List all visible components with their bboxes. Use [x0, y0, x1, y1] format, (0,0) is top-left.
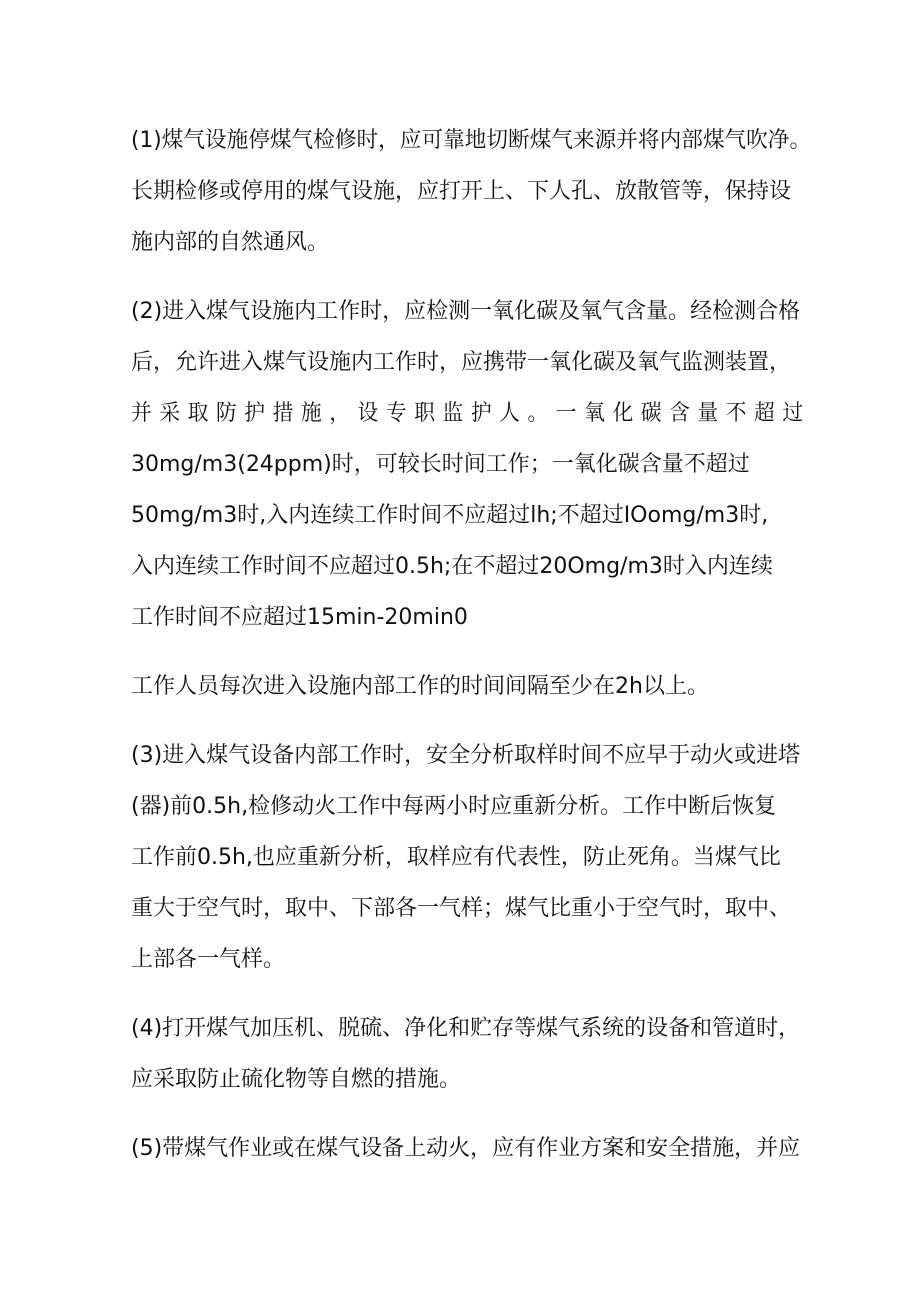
document-body: [131, 115, 811, 1192]
text-line: 上部各一气样。: [131, 947, 286, 972]
text-line: (3)进入煤气设备内部工作时，安全分析取样时间不应早于动火或进塔: [131, 743, 801, 768]
text-line: 入内连续工作时间不应超过0.5h;在不超过20Omg/m3时入内连续: [131, 554, 773, 579]
text-line: (4)打开煤气加压机、脱硫、净化和贮存等煤气系统的设备和管道时，: [131, 1016, 801, 1041]
text-line: (2)进入煤气设施内工作时，应检测一氧化碳及氧气含量。经检测合格: [131, 299, 801, 324]
text-line: 工作人员每次进入设施内部工作的时间间隔至少在2h以上。: [131, 674, 709, 699]
paragraph-2-note: [131, 661, 811, 712]
text-line: 重大于空气时，取中、下部各一气样；煤气比重小于空气时，取中、: [131, 896, 792, 921]
text-line: 工作前0.5h,也应重新分析，取样应有代表性，防止死角。当煤气比: [131, 845, 781, 870]
text-line: (5)带煤气作业或在煤气设备上动火，应有作业方案和安全措施，并应: [131, 1136, 801, 1161]
paragraph-5: [131, 1123, 811, 1174]
text-line: 50mg/m3时,入内连续工作时间不应超过lh;不超过IOomg/m3时,: [131, 503, 769, 528]
text-line: 应采取防止硫化物等自燃的措施。: [131, 1067, 462, 1092]
text-line: 后，允许进入煤气设施内工作时，应携带一氧化碳及氧气监测装置，: [131, 350, 792, 375]
text-line: 工作时间不应超过15min-20min0: [131, 605, 468, 630]
text-line: 施内部的自然通风。: [131, 230, 330, 255]
text-line: 并采取防护措施，设专职监护人。一氧化碳含量不超过: [131, 401, 811, 426]
text-line: 长期检修或停用的煤气设施，应打开上、下人孔、放散管等，保持设: [131, 179, 792, 204]
text-line: (器)前0.5h,检修动火工作中每两小时应重新分析。工作中断后恢复: [131, 794, 777, 819]
paragraph-2: [131, 286, 811, 643]
paragraph-4: [131, 1003, 811, 1105]
text-line: 30mg/m3(24ppm)时，可较长时间工作；一氧化碳含量不超过: [131, 452, 750, 477]
paragraph-3: [131, 730, 811, 985]
paragraph-1: [131, 115, 811, 268]
text-line: (1)煤气设施停煤气检修时，应可靠地切断煤气来源并将内部煤气吹净。: [131, 128, 812, 153]
